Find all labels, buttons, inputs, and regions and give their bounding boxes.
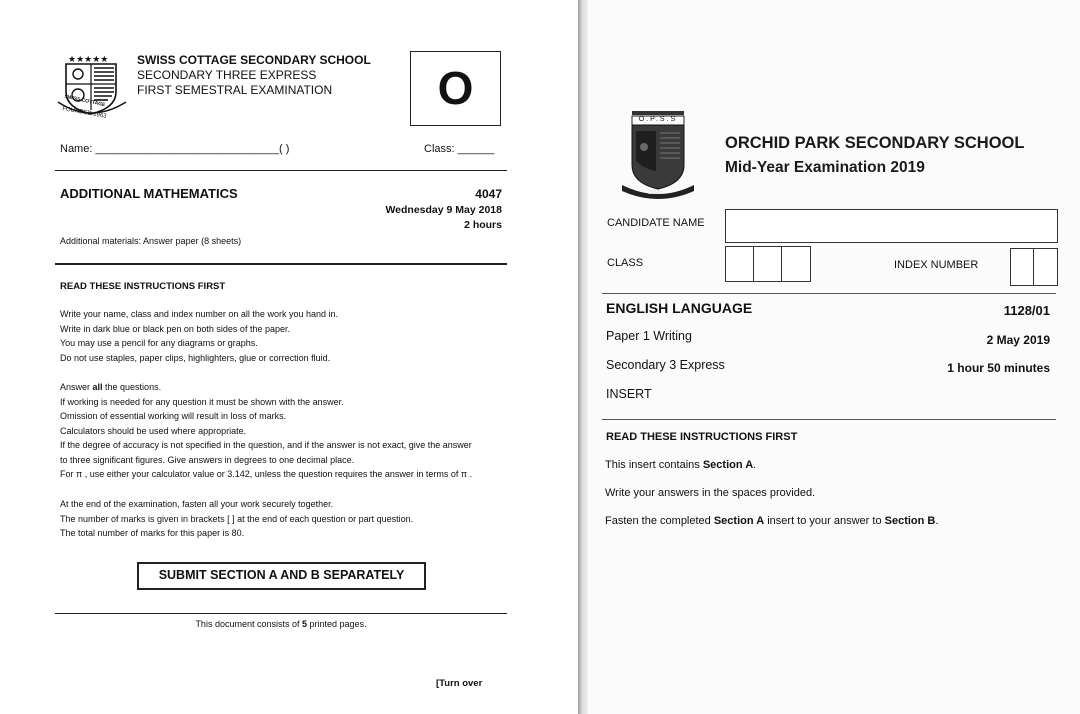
instruction-line-1: This insert contains Section A. — [605, 459, 757, 471]
crest-shield-icon — [622, 111, 694, 199]
paper-code: 4047 — [475, 187, 502, 201]
class-boxes — [725, 246, 811, 282]
candidate-name-label: CANDIDATE NAME — [607, 217, 705, 229]
instruction-line: Calculators should be used where appropriate. — [60, 425, 247, 436]
crest-founded: FOUNDED 1963 — [61, 106, 107, 120]
school-name: SWISS COTTAGE SECONDARY SCHOOL — [137, 53, 371, 67]
instruction-line: to three significant figures. Give answers in degrees to one decimal place. — [60, 454, 355, 465]
instruction-line: For π , use either your calculator value or 3.142, unless the question requires the answer in terms of π . — [60, 469, 473, 479]
instruction-line: Omission of essential working will result in loss of marks. — [60, 411, 287, 421]
instruction-line-2: Write your answers in the spaces provided. — [605, 487, 816, 499]
paper-code: 1128/01 — [1003, 303, 1050, 318]
instruction-line: Answer all the questions. — [60, 382, 162, 392]
crest-motto: SWISS COTTAGE — [63, 93, 106, 109]
level-line: SECONDARY THREE EXPRESS — [137, 68, 317, 82]
rule-top — [55, 170, 507, 171]
instructions-heading: READ THESE INSTRUCTIONS FIRST — [60, 281, 226, 292]
page-count: This document consists of 5 printed pages. — [195, 619, 367, 629]
svg-text:★★★★★: ★★★★★ — [68, 54, 109, 64]
rule-mid — [602, 419, 1056, 420]
candidate-name-box — [725, 209, 1058, 243]
instruction-line: Write your name, class and index number on all the work you hand in. — [60, 309, 338, 319]
exam-duration: 2 hours — [464, 219, 502, 231]
submit-separately-box — [137, 562, 426, 590]
page-gutter — [578, 0, 588, 714]
exam-date: 2 May 2019 — [986, 333, 1050, 347]
exam-line: FIRST SEMESTRAL EXAMINATION — [137, 83, 333, 97]
class-field: Class: ______ — [424, 143, 495, 155]
submit-separately-text: SUBMIT SECTION A AND B SEPARATELY — [158, 568, 405, 582]
instructions-heading: READ THESE INSTRUCTIONS FIRST — [606, 431, 798, 443]
instructions-block-1 — [60, 307, 338, 365]
turn-over: [Turn over — [436, 678, 483, 689]
instruction-line-3: Fasten the completed Section A insert to your answer to Section B. — [605, 515, 939, 527]
exam-title: Mid-Year Examination 2019 — [725, 159, 925, 176]
instruction-line: Write in dark blue or black pen on both sides of the paper. — [60, 323, 290, 334]
swiss-cottage-crest — [56, 48, 128, 122]
subject-title: ADDITIONAL MATHEMATICS — [60, 186, 238, 201]
name-field: Name: ______________________________( ) — [60, 143, 290, 155]
index-number-boxes — [1010, 248, 1058, 286]
paper-name: Paper 1 Writing — [606, 329, 692, 343]
insert-label: INSERT — [606, 387, 652, 401]
crest-year: 1995 — [648, 190, 662, 196]
instruction-line: The total number of marks for this paper is 80. — [60, 528, 245, 538]
crest-top-text: O.P.S.S — [638, 116, 678, 123]
instructions-block-3 — [60, 497, 413, 541]
exam-duration: 1 hour 50 minutes — [947, 361, 1050, 375]
exam-date: Wednesday 9 May 2018 — [385, 204, 502, 216]
rule-mid — [55, 263, 507, 265]
additional-materials: Additional materials: Answer paper (8 sheets) — [60, 236, 242, 246]
rule-bottom — [55, 613, 507, 614]
orchid-park-crest — [622, 111, 694, 199]
instruction-line: The number of marks is given in brackets [ ] at the end of each question or part question. — [60, 513, 414, 524]
rule-top — [602, 293, 1056, 294]
instruction-line: At the end of the examination, fasten all your work securely together. — [60, 499, 334, 509]
english-language-insert-page — [588, 0, 1080, 714]
instruction-line: If working is needed for any question it must be shown with the answer. — [60, 396, 344, 407]
stream-letter: O — [437, 62, 474, 114]
level-line: Secondary 3 Express — [606, 358, 725, 372]
instruction-line: Do not use staples, paper clips, highlighters, glue or correction fluid. — [60, 352, 331, 363]
subject-title: ENGLISH LANGUAGE — [606, 300, 753, 316]
instruction-line: You may use a pencil for any diagrams or graphs. — [60, 338, 258, 348]
stream-box — [410, 51, 501, 126]
instructions-block-2 — [60, 380, 472, 482]
instruction-line: If the degree of accuracy is not specified in the question, and if the answer is not exact, give the answer — [60, 440, 472, 450]
index-number-label: INDEX NUMBER — [894, 259, 979, 271]
class-label: CLASS — [607, 257, 644, 269]
school-name: ORCHID PARK SECONDARY SCHOOL — [725, 134, 1025, 152]
